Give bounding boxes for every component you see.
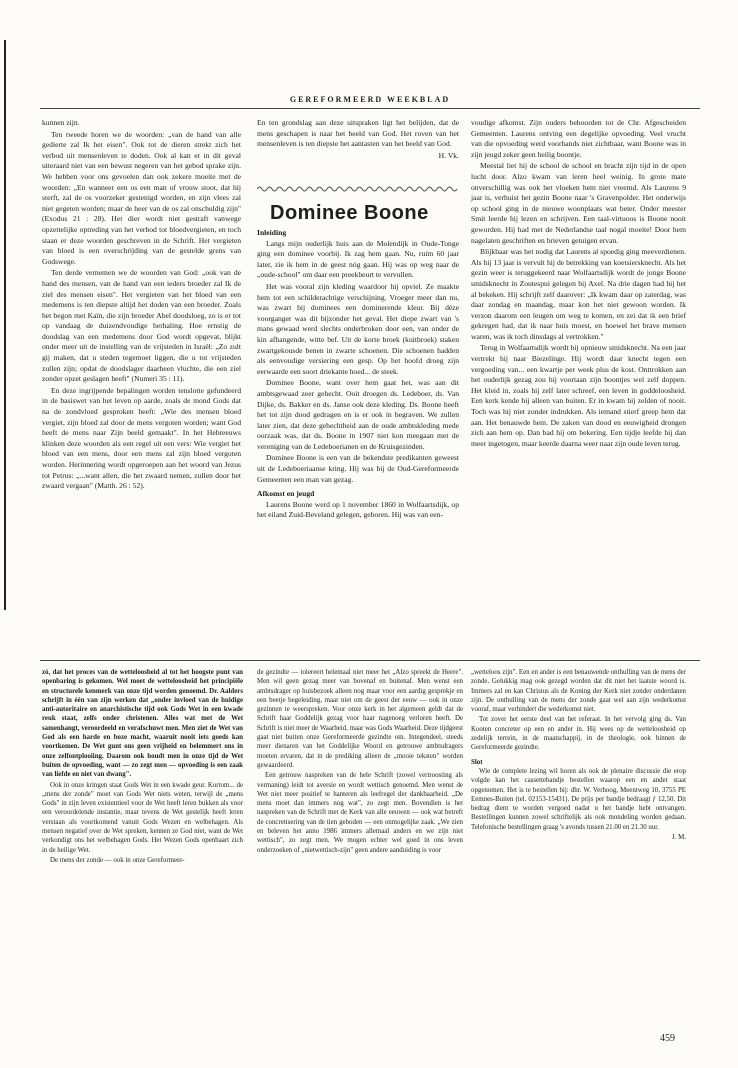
- paragraph: Laurens Boone werd op 1 november 1860 in Wolfaartsdijk, op het eiland Zuid-Beveland gelegen, geboren. Hij was van een-: [257, 499, 459, 520]
- paragraph: En deze ingrijpende bepalingen worden tenslotte gefundeerd in de basiswet van het leven op aarde, zoals de mond Gods dat na de zondvloed gesproken heeft: „Wie des mensen bloed vergiet, zijn bloed zal door de mens vergoten worden; want God heeft de mens naar Zijn beeld gemaakt". In het Hebreeuws klinken deze woorden als een regel uit een vers: Wie vergiet het bloed van een mens, door een mens zal zijn bloed vergoten worden. Herinnering wordt opgeroepen aan het woord van Jezus tot Petrus: „...want allen, die het zwaard nemen, zullen door het zwaard vergaan" (Matth. 26 : 52).: [42, 385, 241, 491]
- column-1: [42, 118, 241, 493]
- subheading-intro: Inleiding: [257, 228, 287, 237]
- paragraph: De mens der zonde — ook in onze Gereformeer-: [50, 856, 185, 864]
- signature: J. M.: [672, 834, 686, 842]
- paragraph: „wetteloos zijn". Een en ander is een benauwende onthulling van de mens der zonde. Gelukkig mag ook gezegd worden dat dit niet het laatste woord is. Immers zal en kan Christus als de Koning der Kerk niet zonder onderdanen zijn. De onthulling van de mens der zonde gaat wel aan zijn wederkomst vooraf, maar verhindert die wederkomst niet.: [471, 669, 686, 714]
- header-rule: [40, 108, 700, 109]
- paragraph: Meestal liet hij de school de school en bracht zijn tijd in de open lucht door. Alzo kwam van leren heel weinig. In grote mate onverschillig was ook het vloeken hem niet vreemd. Als Laurens 9 jaar is, verhuist het gezin Boone naar 's Gravenpolder. Het onderwijs op school ging in de nieuwe woonplaats wat beter. Onder meester Smit leerde hij lezen en schrijven. Een taal-virtuoos is Boone nooit geworden. Hij had met de Nederlandse taal nogal moeite! Door hem nagelaten geschriften en brieven getuigen ervan.: [471, 161, 686, 245]
- paragraph: En ten grondslag aan deze uitspraken ligt het belijden, dat de mens geschapen is naar het beeld van God. Het roven van het mensenleven is ten diepste het aantasten van het beeld van God.: [257, 118, 459, 149]
- subheading-youth: Afkomst en jeugd: [257, 489, 315, 499]
- paragraph: Het was vooral zijn kleding waardoor hij opviel. Ze maakte hem tot een schilderachtige verschijning. Vroeger meer dan nu, was zwart bij dominees een dominerende kleur. Bij déze voorganger was dit bijzonder het geval. Het diepe zwart van 's mans gewaad werd slechts onderbroken door een, van onder de kin afhangende, witte bef. Uit de korte broek (kuitbroek) staken zwartgekousde benen in zwarte schoenen. Die schoenen hadden als eenvoudige versiering een gesp. Op het hoofd droeg zijn eerwaarde een soort driekante hoed... de steek.: [257, 281, 459, 376]
- page-edge-line: [4, 40, 6, 610]
- paragraph: kunnen zijn.: [42, 118, 80, 127]
- column-3: [471, 118, 686, 450]
- decorative-divider: [257, 185, 459, 193]
- running-header: GEREFORMEERD WEEKBLAD: [289, 95, 451, 104]
- article-title: Dominee Boone: [270, 202, 429, 224]
- column-2: [257, 118, 459, 161]
- paragraph: Ten tweede horen we de woorden: „van de hand van alle gedierte zal Ik het eisen". Ook tot de dieren strekt zich het verbod uit mensenleven te doden. Ook al kan er in dit geval uiteraard niet van een bewust negeren van het gebod sprake zijn. We hebben voor ons gevoelen dan ook zekere moeite met de woorden: „En wanneer een os een man of vrouw stoot, dat hij sterft, zal de os voorzeker gestenigd worden, en zijn vlees zal niet gegeten worden; maar de heer van de os zal onschuldig zijn" (Exodus 21 : 28). Het dier wordt niet gestraft vanwege opzettelijke optreding van het verbod tot bloedvergieten, en toch staan er deze woorden geschreven in de Schrift. Het vergieten van bloed is een overschrijding van de gestelde grens van Godswege.: [42, 129, 241, 266]
- lower-column-2: [257, 668, 463, 856]
- paragraph: Langs mijn ouderlijk huis aan de Molendijk in Oude-Tonge ging een dominee voorbij. Ik zag hem gaan. Nu, ruim 60 jaar later, zie ik hem in de geest nóg gaan. Hij was op weg naar de „oude-school" om daar een preekbeurt te vervullen.: [257, 238, 459, 280]
- paragraph: Dominee Boone, want over hem gaat het, was aan dit ambtsgewaad zeer gehecht. Ooit droegen ds. Ledeboer, ds. Van Dijke, ds. Bakker en ds. Janse ook deze kleding. Ds. Boone heeft het tot zijn dood gedragen en is er ook in begraven. We zullen later zien, dat deze gehechtheid aan de oude ambtskleding mede oorzaak was, dat ds. Boone in 1907 niet kon meegaan met de vereniging van de Ledeboerianen en de Kruisgezinden.: [257, 378, 459, 451]
- section-rule: [40, 660, 700, 661]
- paragraph: Ten derde vernemen we de woorden van God: „ook van de hand des mensen, van de hand van een ieders broeder zal Ik de ziel des mensen eisen". Het vergieten van het bloed van een medemens is ten diepste altijd het doden van een broeder. Zoals het begon met Kaïn, die zijn broeder Abel doodsloeg, zo is er tot op vandaag de duizendvoudige herhaling. Hoe ernstig de doodslag van een medemens door God wordt opgevat, blijkt onder meer uit de instelling van de vrijsteden in Israël: „Zo zult gij maken, dat u steden tegemoet liggen, die u tot vrijsteden zullen zijn; opdat de doodslager daarheen vluchte, die een ziel zonder opzet geslagen heeft" (Numeri 35 : 11).: [42, 268, 241, 384]
- paragraph: zó, dat het proces van de wetteloosheid al tot het hoogste punt van openbaring is gekomen. Wel moet de wetteloosheid het principiële en structurele kenmerk van onze tijd worden genoemd. Dr. Aalders schrijft in één van zijn werken dat „onder invloed van de huidige anti-autoritaire en anarchistische tijd ook Gods Wet in een kwade reuk staat, zelfs onder christenen. Alles wat met de Wet samenhangt, veroordeeld en verafschuwt men. Men ziet de Wet van God als een harde en boze macht, waaruit nooit iets goeds kan voortkomen. De Wet gunt ons geen vrijheid en belemmert ons in onze zelfontplooiing. Daarom ook houdt men in onze tijd de Wet buiten de opvoeding, want — zo zegt men — opvoeding is een zaak van liefde en niet van dwang".: [42, 669, 243, 779]
- paragraph: Dominee Boone is een van de bekendste predikanten geweest uit de Ledeboeriaanse kring. Hij was bij de Oud-Gereformeerde Gemeenten een man van gezag.: [257, 453, 459, 484]
- lower-column-3: [471, 668, 686, 842]
- slot-heading: Slot: [471, 758, 483, 766]
- lower-column-1: [42, 668, 243, 866]
- paragraph: Ook in onze kringen staat Gods Wet in een kwade geur. Kortom... de „mens der zonde" moet van Gods Wet niets weten, terwijl de „mens Gods" in zijn leven existentieel voor de Wet heeft leren bukken als voor een veroordelende instantie, maar tevens de Wet gestelijk heeft leren verstaan als voortkomend vanuit Gods Wezen en welbehagen. Als mensen negatief over de Wet spreken, kennen ze God niet, want de Wet verkondigt ons het welbehagen Gods. Het Wezen Gods openbaart zich in de heilige Wet.: [42, 781, 243, 854]
- paragraph: Blijkbaar was het nodig dat Laurens al spoedig ging meeverdienen. Als hij 13 jaar is vervult hij de betrekking van koetsiersknecht. Als het gezin weer is teruggekeerd naar Wolfaartsdijk wordt de jonge Boone smidsknecht in Zoutespui gelegen bij Axel. Na drie dagen had hij het al bekeken. Hij schrijft zelf daarover: „Ik kwam daar op zaterdag, was daar zondag en maandag, maar kon het niet gewoon worden. Ik verzon daarom een leugen om weg te komen, en zei dat ik een brief gekregen had, dat ik naar huis moest, en hoewel het brave mensen waren, was ik toch dinsdags al vertrokken.": [471, 247, 686, 341]
- paragraph: Tot zover het eerste deel van het referaat. In het vervolg ging ds. Van Kooten concreter op een en ander in. Hij wees op de wetteloosheid op zedelijk terrein, in de maatschappij, in de theologie, ook binnen de Gereformeerde gezindte.: [471, 716, 686, 752]
- paragraph: Terug in Wolfaartsdijk wordt hij opnieuw smidsknecht. Na een jaar vertrekt hij naar Biezelinge. Hij wordt daar knecht tegen een vergoeding van... een kwartje per week plus de kost. Onttrokken aan het ouderlijk gezag zou hij voortaan zijn boontjes wel zelf doppen. Het kleid in, zoals hij zelf later schreef, een leven in goddeloosheid. Een kerk kende hij alleen van buiten. Er in kwam hij zelden of nooit. Toch was hij niet zonder indrukken. Als iemand stierf greep hem dat aan. Het benauwde hem. De zaken van dood en eeuwigheid drongen zich aan hem op. Dan bad hij om bekering. Een tijdje leefde hij dan meer ingetogen, maar keerde daarna weer naar zijn oude leven terug.: [471, 343, 686, 448]
- paragraph: Wie de complete lezing wil horen als ook de plenaire discussie die erop volgde kan het cassettebandje bestellen waarop een en ander staat opgenomen. Het is te bestellen bij: dhr. W. Verhoog, Meentweg 10, 3755 PE Eemnes-Buiten (tel. 02153-15431). De prijs per bandje bedraagt ƒ 12,50. Dit bedrag dient te worden vergoed nadat u het bandje hebt ontvangen. Bestellingen kunnen zowel schriftelijk als ook mondeling worden gedaan. Telefonische bestellingen graag 's avonds tussen 21.00 en 21.30 uur.: [471, 767, 686, 831]
- paragraph: de gezindte — tolereert helemaal niet meer het „Alzo spreekt de Heere". Men wil geen gezag meer van bovenaf en buitenaf. Men wenst een ambtsdrager op huisbezoek alleen nog maar voor een aardig gesprekje en een beetje begeleiding, maar niet om de geest der eeuw — ook in onze gezinnen te weerspreken. Voor onze kerk in het algemeen geldt dat de Schrift haar Goddelijk gezag voor haar nagenoeg verloren heeft. De Schrift is niet meer de Waarheid, maar was Gods Waarheid. Deze tijdgeest gaat niet buiten onze Gereformeerde gezindte om. Integendeel, steeds meer dienaren van het Goddelijke Woord en getrouwe ambtsdragers moeten ervaren, dat in de prediking alleen de „mooie teksten" worden gewaardeerd.: [257, 669, 463, 769]
- paragraph: voudige afkomst. Zijn ouders behoorden tot de Chr. Afgescheiden Gemeenten. Laurens ontving een degelijke opvoeding. Veel vrucht van die opvoeding werd voorhands niet zichtbaar, want Boone was in zijn jeugd zeker geen heilig boontje.: [471, 118, 686, 159]
- page-number: 459: [660, 1033, 675, 1044]
- signature: H. Vk.: [438, 150, 459, 160]
- column-2-article: [257, 228, 459, 522]
- paragraph: Een getrouw naspreken van de hele Schrift (zowel vertroosting als vermaning) leidt tot aversie en wordt wettisch genoemd. Men wenst de Wet niet meer positief te hanteren als leefregel der dankbaarheid. „De mens moet dan immers nog wat", zo zegt men. Bovendien is het naspreken van de Schrift met de Kerk van alle eeuwen — ook wat betreft de concretisering van de tien geboden — een onmogelijke zaak. „We zien en beleven het anno 1986 immers allemaal anders en we zijn niet wettisch", zo zegt men. We mogen echter wel goed in ons leven onderzoeken of „nietwettisch-zijn" geen andere aanduiding is voor: [257, 772, 463, 854]
